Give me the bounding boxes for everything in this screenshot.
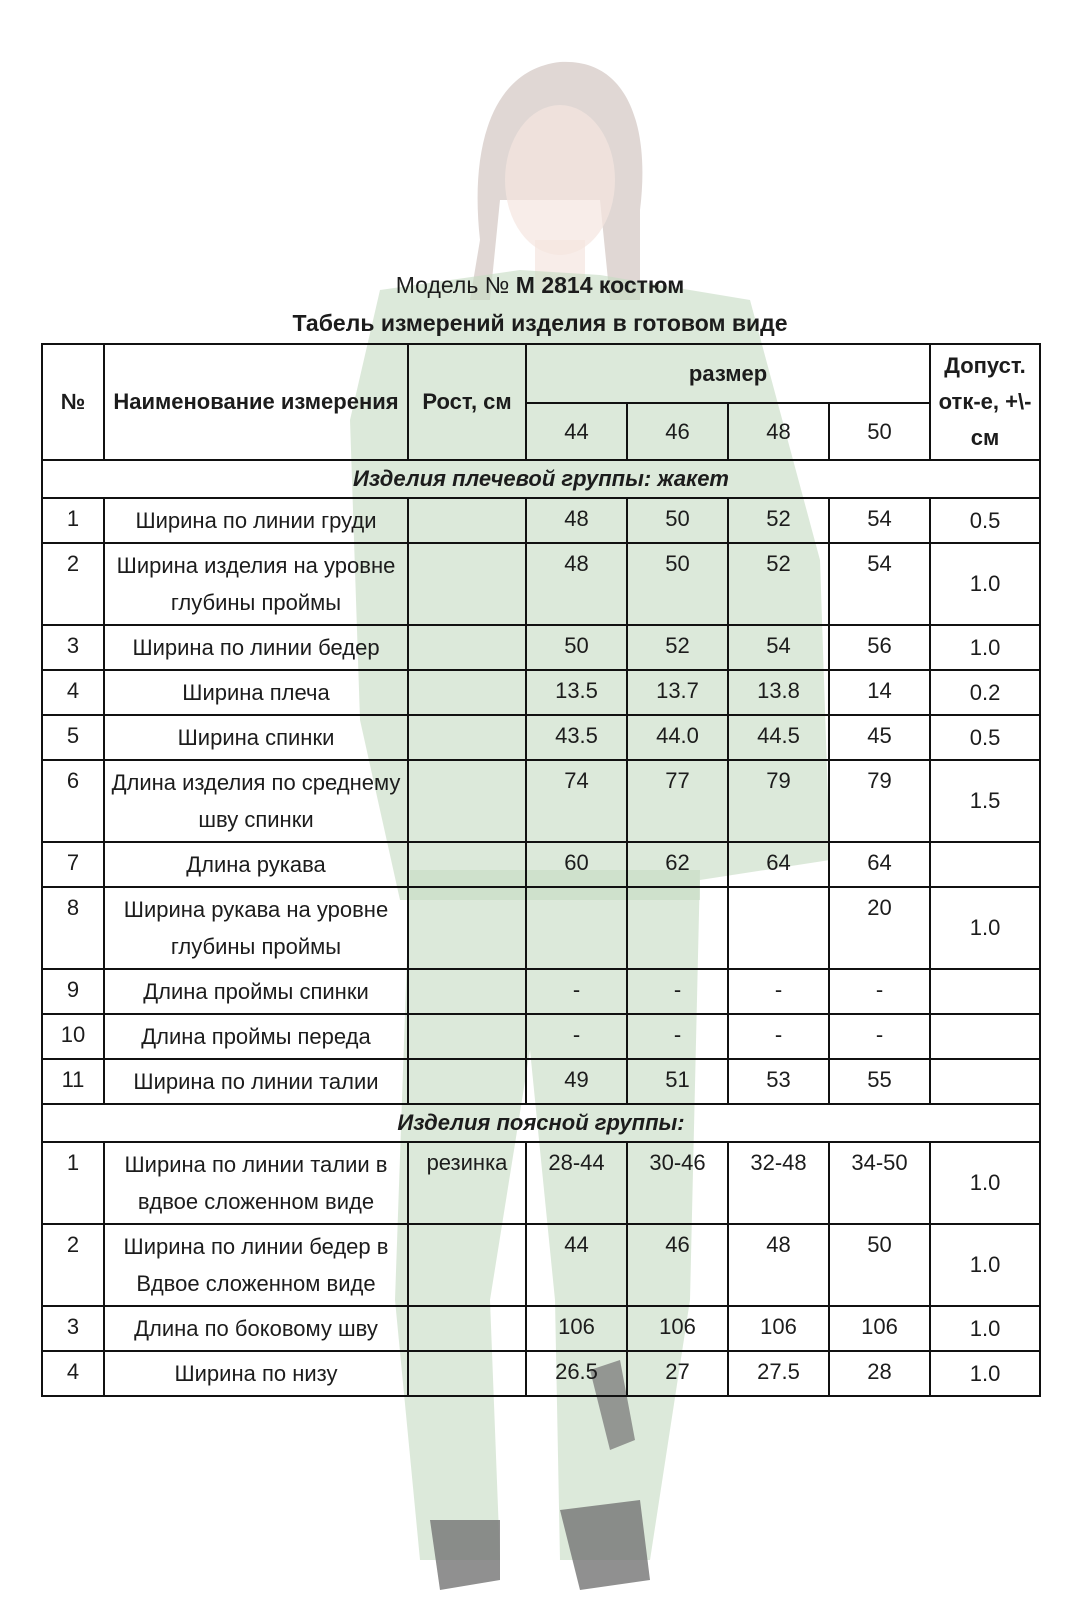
height-value — [408, 670, 526, 715]
size-value: 55 — [829, 1059, 930, 1104]
tolerance-value: 1.0 — [930, 543, 1040, 625]
size-value: 52 — [728, 543, 829, 625]
size-value: 54 — [829, 543, 930, 625]
tolerance-value: 1.0 — [930, 1306, 1040, 1351]
size-value: 50 — [627, 543, 728, 625]
height-value — [408, 1224, 526, 1306]
size-value — [526, 887, 627, 969]
size-value: 106 — [526, 1306, 627, 1351]
size-value: 54 — [829, 498, 930, 543]
row-num: 7 — [42, 842, 104, 887]
row-num: 2 — [42, 543, 104, 625]
size-value: 14 — [829, 670, 930, 715]
size-value: 106 — [728, 1306, 829, 1351]
row-num: 2 — [42, 1224, 104, 1306]
table-row — [42, 760, 1040, 842]
size-value: 28 — [829, 1351, 930, 1396]
size-value: 44.0 — [627, 715, 728, 760]
tolerance-value — [930, 842, 1040, 887]
row-num: 6 — [42, 760, 104, 842]
size-value: 46 — [627, 1224, 728, 1306]
size-value: 28-44 — [526, 1142, 627, 1224]
header-height: Рост, см — [408, 344, 526, 460]
size-value: - — [627, 1014, 728, 1059]
header-num: № — [42, 344, 104, 460]
size-value: 64 — [728, 842, 829, 887]
tolerance-value: 1.5 — [930, 760, 1040, 842]
height-value — [408, 842, 526, 887]
section1-title: Изделия плечевой группы: жакет — [42, 460, 1040, 498]
table-row — [42, 498, 1040, 543]
measurement-name: Ширина спинки — [104, 715, 408, 760]
size-value: 60 — [526, 842, 627, 887]
size-value: 48 — [526, 543, 627, 625]
size-value: 54 — [728, 625, 829, 670]
table-subtitle: Табель измерений изделия в готовом виде — [292, 310, 788, 336]
size-value: 26.5 — [526, 1351, 627, 1396]
height-value: резинка — [408, 1142, 526, 1224]
size-value: 52 — [627, 625, 728, 670]
row-num: 11 — [42, 1059, 104, 1104]
height-value — [408, 715, 526, 760]
row-num: 10 — [42, 1014, 104, 1059]
tolerance-value: 1.0 — [930, 1224, 1040, 1306]
measurement-name: Ширина по линии груди — [104, 498, 408, 543]
size-value: 43.5 — [526, 715, 627, 760]
size-value: 13.5 — [526, 670, 627, 715]
size-value: 64 — [829, 842, 930, 887]
table-row — [42, 1142, 1040, 1224]
row-num: 5 — [42, 715, 104, 760]
tolerance-value: 1.0 — [930, 1142, 1040, 1224]
table-row — [42, 1014, 1040, 1059]
size-col: 50 — [829, 403, 930, 460]
size-value: 106 — [829, 1306, 930, 1351]
size-value: 32-48 — [728, 1142, 829, 1224]
size-value: 13.7 — [627, 670, 728, 715]
size-value: - — [829, 1014, 930, 1059]
tolerance-value — [930, 1059, 1040, 1104]
size-col: 48 — [728, 403, 829, 460]
height-value — [408, 760, 526, 842]
tolerance-value: 0.2 — [930, 670, 1040, 715]
height-value — [408, 1014, 526, 1059]
header-row — [42, 344, 1040, 403]
row-num: 1 — [42, 498, 104, 543]
size-value: 56 — [829, 625, 930, 670]
measurement-name: Ширина по линии бедер в Вдвое сложенном виде — [104, 1224, 408, 1306]
size-value: 74 — [526, 760, 627, 842]
measurement-name: Длина изделия по среднему шву спинки — [104, 760, 408, 842]
size-value: 13.8 — [728, 670, 829, 715]
size-col: 44 — [526, 403, 627, 460]
size-value: 44 — [526, 1224, 627, 1306]
row-num: 8 — [42, 887, 104, 969]
size-value: 53 — [728, 1059, 829, 1104]
table-row — [42, 969, 1040, 1014]
size-value: 44.5 — [728, 715, 829, 760]
size-value: 45 — [829, 715, 930, 760]
table-row — [42, 1306, 1040, 1351]
size-value: 48 — [526, 498, 627, 543]
measurement-name: Длина по боковому шву — [104, 1306, 408, 1351]
section2-title: Изделия поясной группы: — [42, 1104, 1040, 1142]
measurement-name: Длина рукава — [104, 842, 408, 887]
table-row — [42, 842, 1040, 887]
table-row — [42, 715, 1040, 760]
header-tolerance: Допуст. отк-е, +\-см — [930, 344, 1040, 460]
table-row — [42, 1351, 1040, 1396]
height-value — [408, 625, 526, 670]
row-num: 1 — [42, 1142, 104, 1224]
size-value: - — [728, 1014, 829, 1059]
size-value: 49 — [526, 1059, 627, 1104]
measurement-name: Ширина по линии талии — [104, 1059, 408, 1104]
height-value — [408, 498, 526, 543]
size-value: 27.5 — [728, 1351, 829, 1396]
size-value — [627, 887, 728, 969]
table-row — [42, 543, 1040, 625]
tolerance-value: 0.5 — [930, 715, 1040, 760]
row-num: 9 — [42, 969, 104, 1014]
section-row — [42, 1104, 1040, 1142]
size-value: 62 — [627, 842, 728, 887]
table-row — [42, 670, 1040, 715]
size-value: - — [829, 969, 930, 1014]
size-value: 79 — [829, 760, 930, 842]
tolerance-value: 0.5 — [930, 498, 1040, 543]
size-value: 51 — [627, 1059, 728, 1104]
header-size: размер — [526, 344, 930, 403]
row-num: 3 — [42, 1306, 104, 1351]
size-value: 50 — [526, 625, 627, 670]
model-title: Модель № М 2814 костюм — [395, 272, 685, 298]
size-value: 48 — [728, 1224, 829, 1306]
size-value: 30-46 — [627, 1142, 728, 1224]
measurement-name: Ширина плеча — [104, 670, 408, 715]
size-value: 34-50 — [829, 1142, 930, 1224]
height-value — [408, 1306, 526, 1351]
height-value — [408, 969, 526, 1014]
size-value: 52 — [728, 498, 829, 543]
measurement-name: Ширина рукава на уровне глубины проймы — [104, 887, 408, 969]
tolerance-value — [930, 1014, 1040, 1059]
size-value: 77 — [627, 760, 728, 842]
measurement-name: Длина проймы переда — [104, 1014, 408, 1059]
header-name: Наименование измерения — [104, 344, 408, 460]
measurement-table — [41, 343, 1041, 1397]
size-col: 46 — [627, 403, 728, 460]
row-num: 4 — [42, 1351, 104, 1396]
measurement-name: Ширина по низу — [104, 1351, 408, 1396]
height-value — [408, 1059, 526, 1104]
table-row — [42, 625, 1040, 670]
tolerance-value: 1.0 — [930, 887, 1040, 969]
size-value: 79 — [728, 760, 829, 842]
measurement-name: Ширина изделия на уровне глубины проймы — [104, 543, 408, 625]
table-row — [42, 887, 1040, 969]
row-num: 4 — [42, 670, 104, 715]
tolerance-value: 1.0 — [930, 1351, 1040, 1396]
height-value — [408, 543, 526, 625]
table-row — [42, 1224, 1040, 1306]
measurement-name: Ширина по линии талии в вдвое сложенном виде — [104, 1142, 408, 1224]
size-value: - — [526, 1014, 627, 1059]
height-value — [408, 1351, 526, 1396]
size-value: 50 — [829, 1224, 930, 1306]
measurement-name: Длина проймы спинки — [104, 969, 408, 1014]
size-value — [728, 887, 829, 969]
section-row — [42, 460, 1040, 498]
row-num: 3 — [42, 625, 104, 670]
size-value: - — [526, 969, 627, 1014]
height-value — [408, 887, 526, 969]
tolerance-value — [930, 969, 1040, 1014]
measurement-name: Ширина по линии бедер — [104, 625, 408, 670]
tolerance-value: 1.0 — [930, 625, 1040, 670]
size-value: - — [627, 969, 728, 1014]
size-value: 20 — [829, 887, 930, 969]
size-value: - — [728, 969, 829, 1014]
table-row — [42, 1059, 1040, 1104]
size-value: 50 — [627, 498, 728, 543]
size-value: 106 — [627, 1306, 728, 1351]
size-value: 27 — [627, 1351, 728, 1396]
